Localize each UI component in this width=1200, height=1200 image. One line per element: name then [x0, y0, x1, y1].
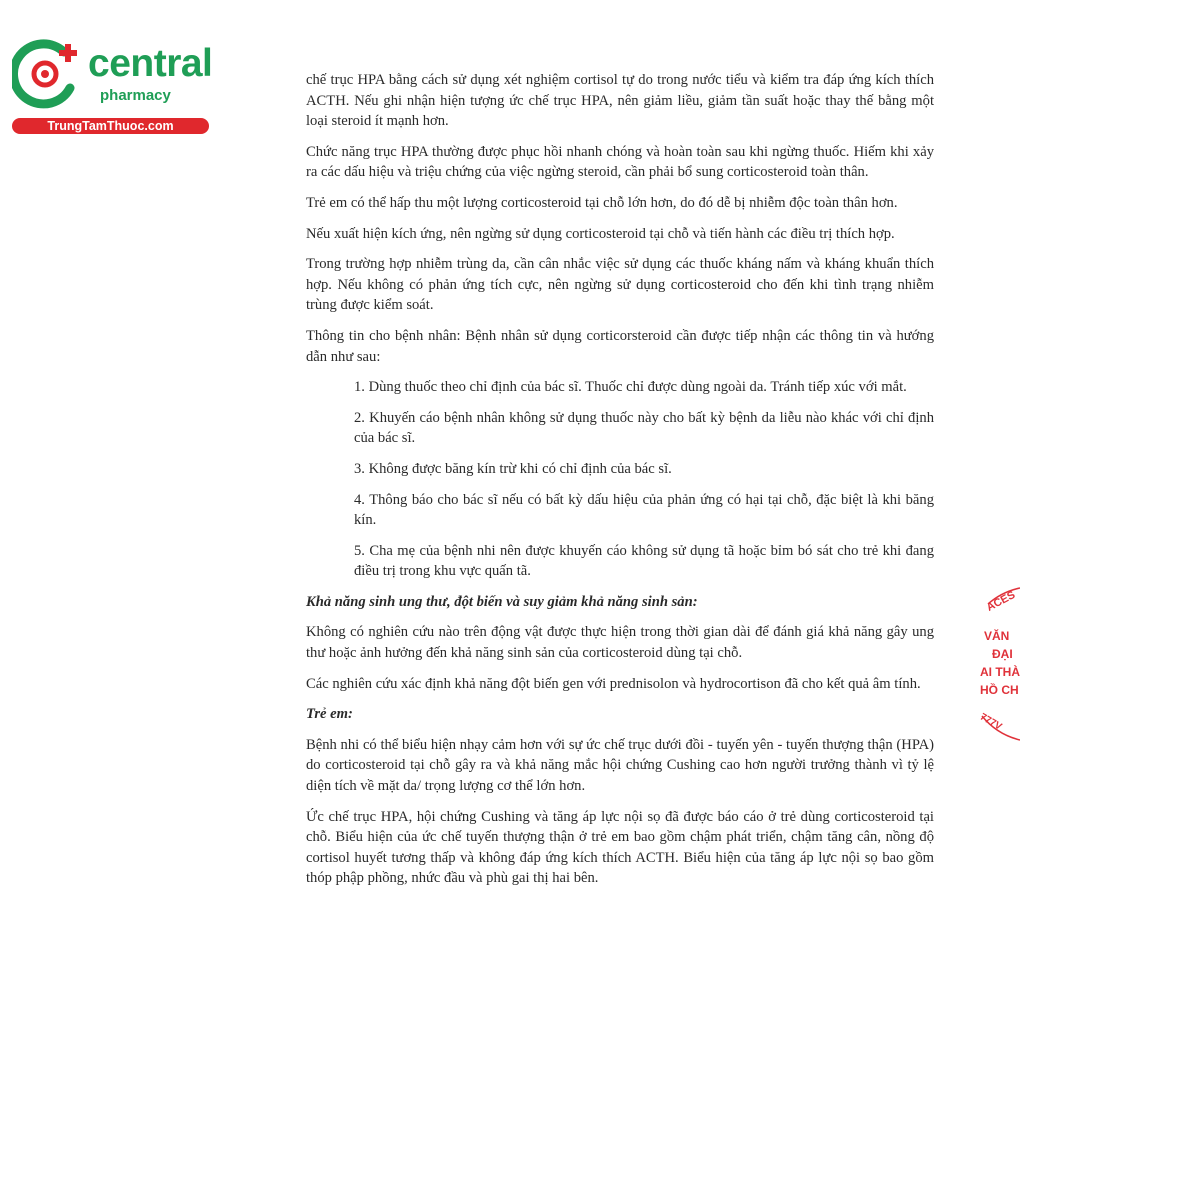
paragraph-irritation: Nếu xuất hiện kích ứng, nên ngừng sử dụng corticosteroid tại chỗ và tiến hành các điều trị thích hợp.	[306, 225, 895, 242]
central-logo-icon	[12, 38, 84, 110]
logo-brand-text: central	[88, 42, 213, 85]
paragraph-patient-info: Thông tin cho bệnh nhân: Bệnh nhân sử dụng corticorsteroid cần được tiếp nhận các thông tin và hướng dẫn như sau:	[306, 327, 934, 365]
paragraph-skin-infection: Trong trường hợp nhiễm trùng da, cần cân nhắc việc sử dụng các thuốc kháng nấm và kháng khuẩn thích hợp. Nếu không có phản ứng tích cực, nên ngừng sử dụng corticosteroid cho đến khi tình trạng nhiễm trùng được kiểm soát.	[306, 256, 934, 314]
paragraph-no-studies: Không có nghiên cứu nào trên động vật được thực hiện trong thời gian dài để đánh giá khả năng gây ung thư hoặc ảnh hưởng đến khả năng sinh sản của corticosteroid dùng tại chỗ.	[306, 624, 934, 662]
logo-url-banner: TrungTamThuoc.com	[12, 118, 209, 134]
central-pharmacy-logo	[12, 38, 212, 136]
list-item: 5. Cha mẹ của bệnh nhi nên được khuyến cáo không sử dụng tã hoặc bỉm bó sát cho trẻ khi đang điều trị trong khu vực quấn tã.	[354, 542, 934, 580]
paragraph-pediatric-sensitivity: Bệnh nhi có thể biểu hiện nhạy cảm hơn với sự ức chế trục dưới đồi - tuyến yên - tuyến thượng thận (HPA) do corticosteroid tại chỗ gây ra và khả năng mắc hội chứng Cushing cao hơn người trưởng thành vì tỷ lệ diện tích về mặt da/ trọng lượng cơ thể lớn hơn.	[306, 736, 934, 795]
red-stamp	[974, 584, 1020, 744]
list-item: 3. Không được băng kín trừ khi có chỉ định của bác sĩ.	[354, 460, 672, 477]
stamp-text-4: AI THÀ	[980, 665, 1020, 679]
list-item: 1. Dùng thuốc theo chỉ định của bác sĩ. Thuốc chỉ được dùng ngoài da. Tránh tiếp xúc với mắt.	[354, 379, 907, 396]
patient-instructions-list	[306, 377, 934, 582]
paragraph-mutagenicity: Các nghiên cứu xác định khả năng đột biến gen với prednisolon và hydrocortison đã cho kết quả âm tính.	[306, 675, 921, 692]
logo-sub-text: pharmacy	[100, 87, 171, 104]
paragraph-hpa-test: chế trục HPA bằng cách sử dụng xét nghiệm cortisol tự do trong nước tiểu và kiểm tra đáp ứng kích thích ACTH. Nếu ghi nhận hiện tượng ức chế trục HPA, nên giảm liều, giảm tần suất hoặc thay thế bằng một loại steroid ít mạnh hơn.	[306, 72, 934, 130]
stamp-text-1: ACES	[984, 588, 1018, 614]
document-body	[306, 70, 934, 899]
section-heading-carcinogenesis: Khả năng sinh ung thư, đột biến và suy giảm khả năng sinh sản:	[306, 593, 698, 610]
section-heading-pediatric: Trẻ em:	[306, 706, 353, 723]
stamp-text-6: 777V	[977, 711, 1004, 733]
list-item: 2. Khuyến cáo bệnh nhân không sử dụng thuốc này cho bất kỳ bệnh da liễu nào khác với chỉ định của bác sĩ.	[354, 409, 934, 447]
paragraph-hpa-recovery: Chức năng trục HPA thường được phục hồi nhanh chóng và hoàn toàn sau khi ngừng thuốc. Hiếm khi xảy ra các dấu hiệu và triệu chứng của việc ngừng steroid, cần phải bổ sung corticosteroid toàn thân.	[306, 143, 934, 181]
stamp-text-2: VĂN	[984, 629, 1010, 643]
paragraph-children-absorption: Trẻ em có thể hấp thu một lượng corticosteroid tại chỗ lớn hơn, do đó dễ bị nhiễm độc toàn thân hơn.	[306, 194, 898, 211]
paragraph-pediatric-effects: Ức chế trục HPA, hội chứng Cushing và tăng áp lực nội sọ đã được báo cáo ở trẻ dùng corticosteroid tại chỗ. Biểu hiện của ức chế tuyến thượng thận ở trẻ em bao gồm chậm phát triển, chậm tăng cân, nồng độ cortisol huyết tương thấp và không đáp ứng kích thích ACTH. Biểu hiện của tăng áp lực nội sọ bao gồm thóp phập phồng, nhức đầu và phù gai thị hai bên.	[306, 808, 934, 887]
list-item: 4. Thông báo cho bác sĩ nếu có bất kỳ dấu hiệu của phản ứng có hại tại chỗ, đặc biệt là khi băng kín.	[354, 491, 934, 529]
stamp-text-3: ĐẠI	[992, 647, 1013, 661]
stamp-text-5: HỒ CH	[980, 683, 1019, 697]
